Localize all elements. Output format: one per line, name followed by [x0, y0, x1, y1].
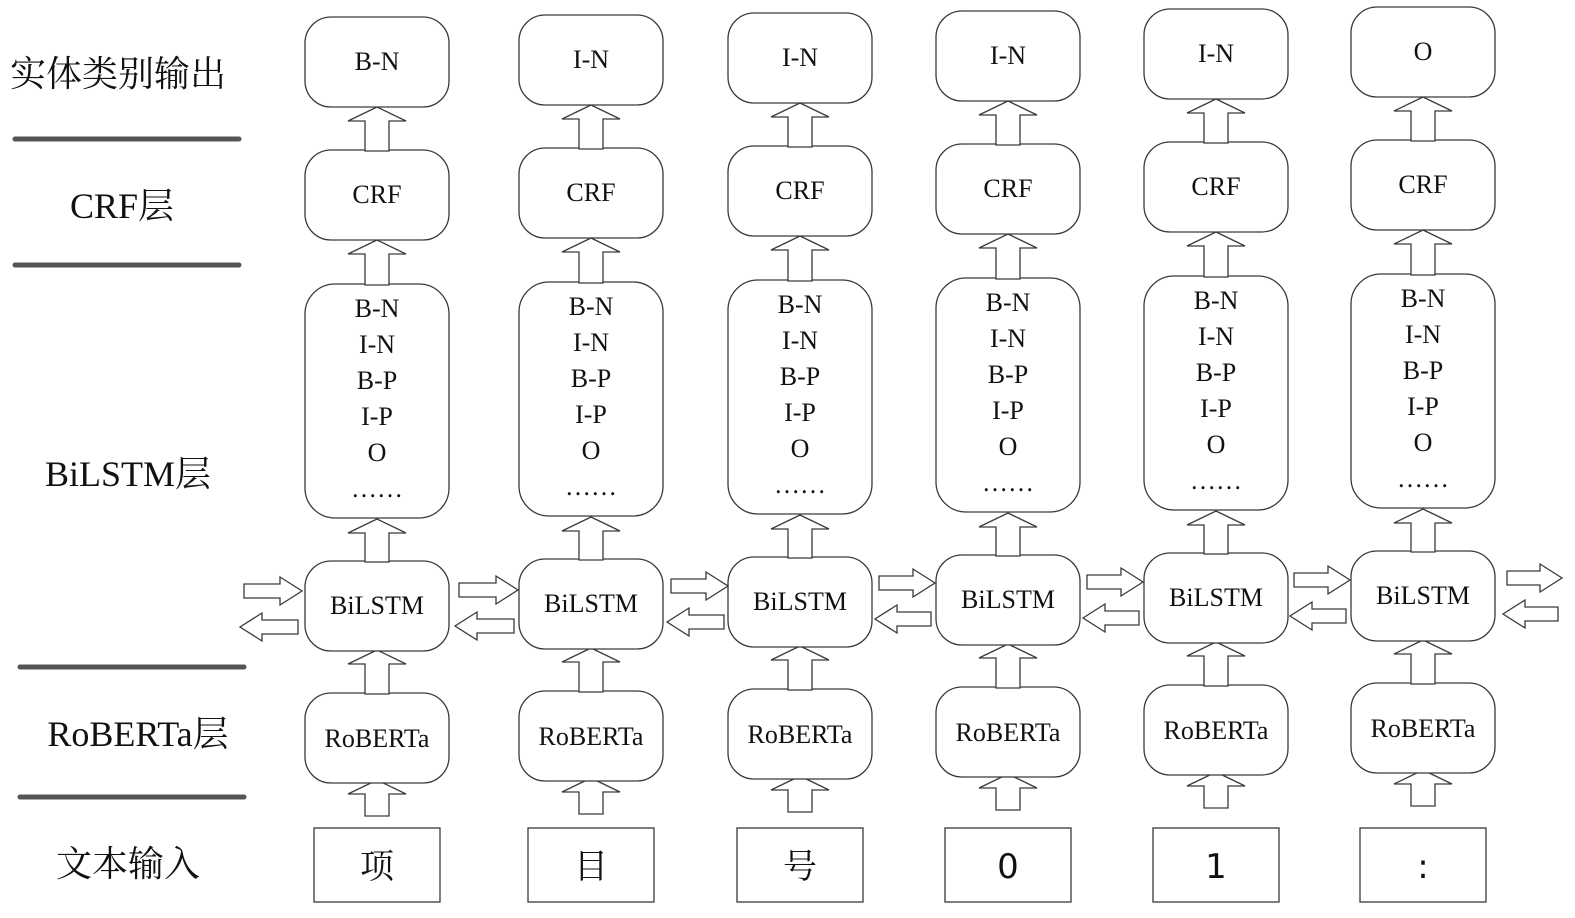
left-arrow	[1290, 602, 1346, 630]
tag-label: O	[581, 436, 601, 465]
up-arrow	[348, 650, 406, 694]
tag-label: B-P	[779, 362, 821, 391]
right-arrow	[879, 569, 935, 597]
up-arrow	[771, 236, 829, 281]
crf-label: CRF	[1398, 170, 1448, 199]
tag-label: I-P	[784, 398, 816, 427]
up-arrow	[1187, 99, 1245, 143]
roberta-label: RoBERTa	[1370, 714, 1476, 743]
up-arrow	[348, 240, 406, 285]
up-arrow	[348, 519, 406, 562]
up-arrow	[771, 776, 829, 812]
up-arrow	[771, 646, 829, 690]
left-arrow	[455, 612, 514, 640]
tag-label: ……	[774, 470, 826, 499]
bilstm-label: BiLSTM	[544, 589, 638, 618]
up-arrow	[1394, 97, 1452, 141]
left-arrow	[1503, 600, 1558, 628]
tag-label: B-N	[1193, 286, 1239, 315]
tag-label: I-N	[1197, 322, 1235, 351]
roberta-label: RoBERTa	[955, 718, 1061, 747]
up-arrow	[562, 517, 620, 560]
left-arrow	[875, 605, 931, 633]
up-arrow	[979, 513, 1037, 556]
output-label: I-N	[1197, 39, 1235, 68]
token-column	[1351, 7, 1495, 902]
tag-label: I-P	[575, 400, 607, 429]
up-arrow	[1187, 772, 1245, 808]
left-arrow	[1083, 604, 1139, 632]
up-arrow	[979, 101, 1037, 145]
tag-label: ……	[351, 474, 403, 503]
tag-label: B-N	[1400, 284, 1446, 313]
layer-label-roberta: RoBERTa层	[47, 714, 229, 754]
tag-label: O	[998, 432, 1018, 461]
input-token: :	[1417, 847, 1429, 887]
up-arrow	[771, 515, 829, 558]
up-arrow	[1187, 511, 1245, 554]
output-label: I-N	[572, 45, 610, 74]
token-column	[519, 15, 663, 902]
input-token: 目	[574, 847, 608, 887]
up-arrow	[348, 780, 406, 816]
up-arrow	[1394, 640, 1452, 684]
up-arrow	[1187, 232, 1245, 277]
up-arrow	[348, 107, 406, 151]
input-token: 项	[360, 847, 394, 887]
up-arrow	[562, 648, 620, 692]
tag-label: B-N	[354, 294, 400, 323]
tag-label: ……	[1190, 466, 1242, 495]
up-arrow	[562, 778, 620, 814]
bilstm-label: BiLSTM	[330, 591, 424, 620]
crf-label: CRF	[566, 178, 616, 207]
output-label: O	[1413, 37, 1433, 66]
output-label: I-N	[781, 43, 819, 72]
roberta-label: RoBERTa	[1163, 716, 1269, 745]
up-arrow	[771, 103, 829, 147]
tag-label: ……	[982, 468, 1034, 497]
token-columns	[240, 7, 1562, 902]
tag-label: I-N	[1404, 320, 1442, 349]
output-label: I-N	[989, 41, 1027, 70]
tag-label: O	[790, 434, 810, 463]
tag-label: I-N	[572, 328, 610, 357]
output-label: B-N	[354, 47, 400, 76]
left-arrow	[667, 608, 724, 636]
input-token: 0	[997, 847, 1019, 887]
tag-label: B-P	[1402, 356, 1444, 385]
layer-label-bilstm: BiLSTM层	[44, 454, 212, 494]
roberta-label: RoBERTa	[538, 722, 644, 751]
left-arrow	[240, 613, 298, 641]
tag-label: I-P	[361, 402, 393, 431]
right-arrow	[244, 577, 302, 605]
bilstm-label: BiLSTM	[1169, 583, 1263, 612]
tag-label: B-N	[985, 288, 1031, 317]
layer-label-input: 文本输入	[55, 844, 201, 884]
up-arrow	[979, 644, 1037, 688]
up-arrow	[562, 238, 620, 283]
layer-label-crf: CRF层	[69, 186, 175, 226]
right-arrow	[459, 576, 518, 604]
tag-label: I-P	[992, 396, 1024, 425]
tag-label: ……	[1397, 464, 1449, 493]
tag-label: I-N	[781, 326, 819, 355]
tag-label: O	[367, 438, 387, 467]
tag-label: O	[1413, 428, 1433, 457]
crf-label: CRF	[775, 176, 825, 205]
tag-label: B-P	[1195, 358, 1237, 387]
tag-label: ……	[565, 472, 617, 501]
tag-label: B-P	[987, 360, 1029, 389]
tag-label: I-P	[1200, 394, 1232, 423]
right-arrow	[1294, 566, 1350, 594]
up-arrow	[1394, 770, 1452, 806]
up-arrow	[1187, 642, 1245, 686]
bilstm-label: BiLSTM	[961, 585, 1055, 614]
roberta-label: RoBERTa	[324, 724, 430, 753]
tag-label: I-N	[989, 324, 1027, 353]
bilstm-label: BiLSTM	[1376, 581, 1470, 610]
crf-label: CRF	[352, 180, 402, 209]
input-token: 号	[783, 847, 817, 887]
up-arrow	[562, 105, 620, 149]
tag-label: I-P	[1407, 392, 1439, 421]
token-column	[936, 11, 1080, 902]
tag-label: B-N	[777, 290, 823, 319]
crf-label: CRF	[1191, 172, 1241, 201]
crf-label: CRF	[983, 174, 1033, 203]
token-column	[1144, 9, 1288, 902]
up-arrow	[979, 774, 1037, 810]
layer-label-output: 实体类别输出	[9, 54, 227, 94]
tag-label: B-N	[568, 292, 614, 321]
roberta-label: RoBERTa	[747, 720, 853, 749]
right-arrow	[671, 572, 728, 600]
tag-label: B-P	[356, 366, 398, 395]
right-arrow	[1507, 564, 1562, 592]
right-arrow	[1087, 568, 1143, 596]
tag-label: O	[1206, 430, 1226, 459]
tag-label: I-N	[358, 330, 396, 359]
token-column	[728, 13, 872, 902]
up-arrow	[1394, 230, 1452, 275]
up-arrow	[979, 234, 1037, 279]
input-token: 1	[1205, 847, 1227, 887]
token-column	[305, 17, 449, 902]
tag-label: B-P	[570, 364, 612, 393]
bilstm-label: BiLSTM	[753, 587, 847, 616]
up-arrow	[1394, 509, 1452, 552]
